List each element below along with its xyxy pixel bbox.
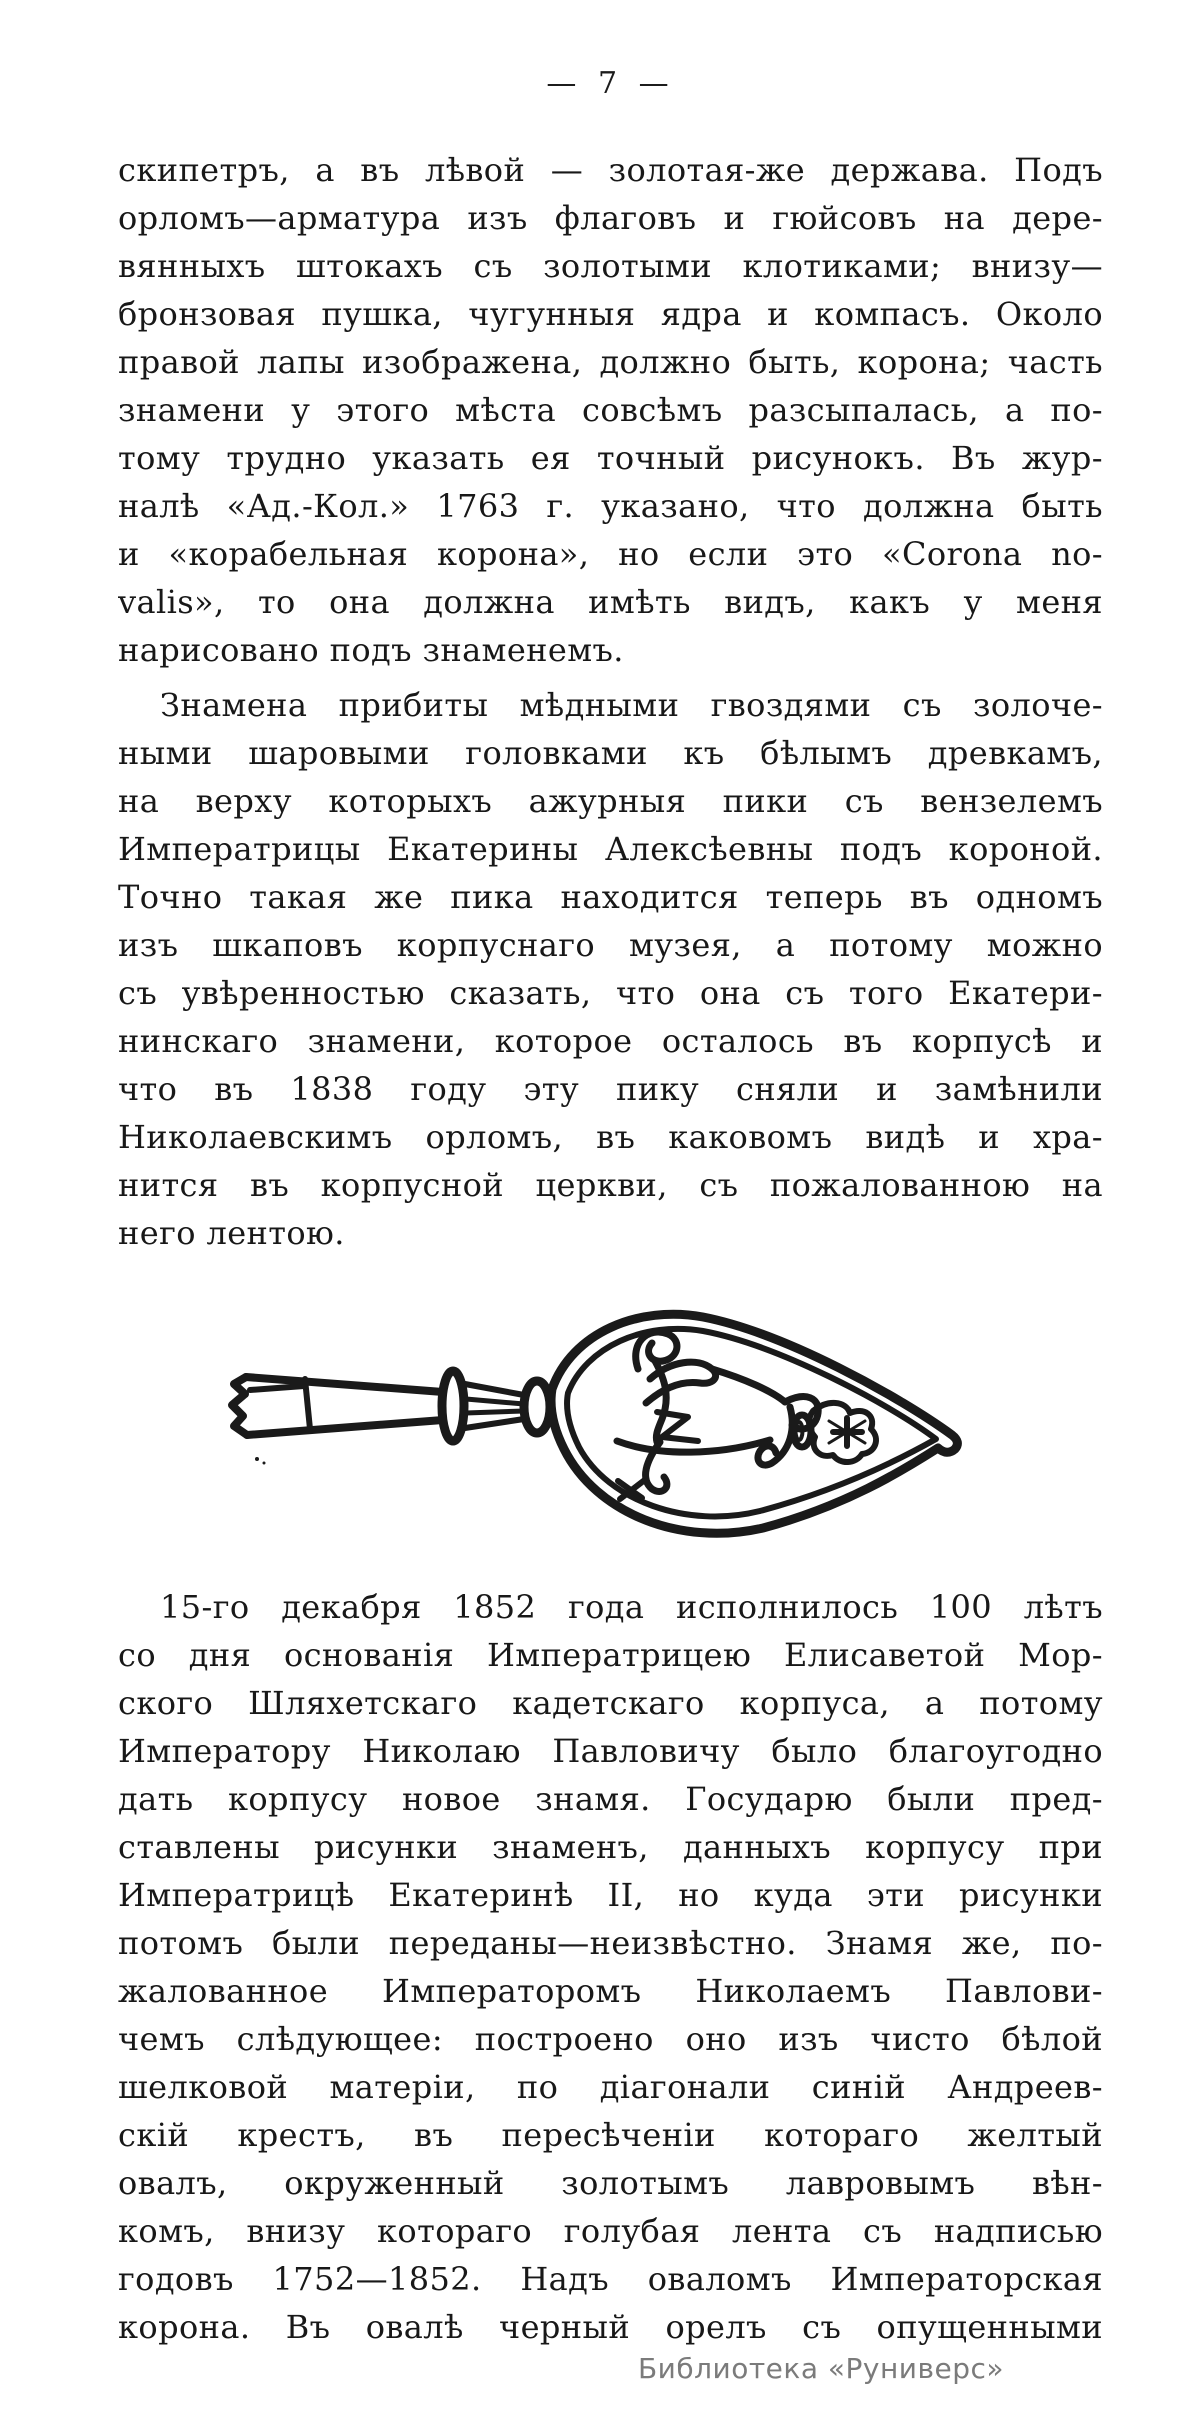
page-number: — 7 — (546, 66, 675, 101)
text-line: вянныхъ штокахъ съ золотыми клотиками; внизу— (118, 247, 1103, 285)
text-line: скипетръ, а въ лѣвой — золотая-же держава. Подъ (118, 151, 1103, 189)
text-line: годовъ 1752—1852. Надъ оваломъ Императорская (118, 2260, 1103, 2298)
text-line: чемъ слѣдующее: построено оно изъ чисто бѣлой (118, 2020, 1103, 2058)
ferrule (442, 1371, 550, 1441)
paragraph (118, 146, 1103, 674)
text-line: тому трудно указать ея точный рисунокъ. Въ жур- (118, 439, 1103, 477)
text-line: правой лапы изображена, должно быть, корона; часть (118, 343, 1103, 381)
text-line: ставлены рисунки знаменъ, данныхъ корпусу при (118, 1828, 1103, 1866)
text-line: орломъ—арматура изъ флаговъ и гюйсовъ на дере- (118, 199, 1103, 237)
text-line: Императрицы Екатерины Алексѣевны подъ короной. (118, 830, 1103, 868)
blade (551, 1314, 957, 1533)
text-line: скій крестъ, въ пересѣченіи котораго желтый (118, 2116, 1103, 2154)
text-line: жалованное Императоромъ Николаемъ Павлови- (118, 1972, 1103, 2010)
text-line: изъ шкаповъ корпуснаго музея, а потому можно (118, 926, 1103, 964)
text-line: налѣ «Ад.-Кол.» 1763 г. указано, что должна быть (118, 487, 1103, 525)
text-line: Императору Николаю Павловичу было благоугодно (118, 1732, 1103, 1770)
text-line: что въ 1838 году эту пику сняли и замѣнили (118, 1070, 1103, 1108)
text-line: дать корпусу новое знамя. Государю были пред- (118, 1780, 1103, 1818)
library-watermark: Библиотека «Руниверс» (637, 2352, 1004, 2385)
text-line: нинскаго знамени, которое осталось въ корпусѣ и (118, 1022, 1103, 1060)
text-line: ными шаровыми головками къ бѣлымъ древкамъ, (118, 734, 1103, 772)
text-line: знамени у этого мѣста совсѣмъ разсыпалась, а по- (118, 391, 1103, 429)
text-line: Точно такая же пика находится теперь въ одномъ (118, 878, 1103, 916)
text-line: Николаевскимъ орломъ, въ каковомъ видѣ и хра- (118, 1118, 1103, 1156)
text-line: нарисовано подъ знаменемъ. (118, 631, 624, 669)
text-line: нится въ корпусной церкви, съ пожалованною на (118, 1166, 1103, 1204)
text-line: съ увѣренностью сказать, что она съ того Екатери- (118, 974, 1103, 1012)
text-line: потомъ были переданы—неизвѣстно. Знамя же, по- (118, 1924, 1103, 1962)
staff (232, 1377, 443, 1465)
pike-finial-illustration (200, 1298, 990, 1550)
text-line: Императрицѣ Екатеринѣ II, но куда эти рисунки (118, 1876, 1103, 1914)
text-line: на верху которыхъ ажурныя пики съ вензелемъ (118, 782, 1103, 820)
text-line: комъ, внизу котораго голубая лента съ надписью (118, 2212, 1103, 2250)
text-line: бронзовая пушка, чугунныя ядра и компасъ. Около (118, 295, 1103, 333)
text-line: овалъ, окруженный золотымъ лавровымъ вѣн- (118, 2164, 1103, 2202)
text-line: 15-го декабря 1852 года исполнилось 100 лѣтъ (160, 1588, 1103, 1626)
text-line: Знамена прибиты мѣдными гвоздями съ золоче- (160, 686, 1103, 724)
text-line: корона. Въ овалѣ черный орелъ съ опущенными (118, 2308, 1103, 2346)
orb-and-cross (793, 1403, 876, 1462)
text-line: со дня основанія Императрицею Елисаветой Мор- (118, 1636, 1103, 1674)
text-line: и «корабельная корона», но если это «Corona no- (118, 535, 1103, 573)
text-line: шелковой матеріи, по діагонали синій Андреев- (118, 2068, 1103, 2106)
text-line: него лентою. (118, 1214, 345, 1252)
paragraph (118, 681, 1103, 1257)
text-line: ского Шляхетскаго кадетскаго корпуса, а потому (118, 1684, 1103, 1722)
text-line: valis», то она должна имѣть видъ, какъ у меня (118, 583, 1103, 621)
paragraph (118, 1583, 1103, 2351)
